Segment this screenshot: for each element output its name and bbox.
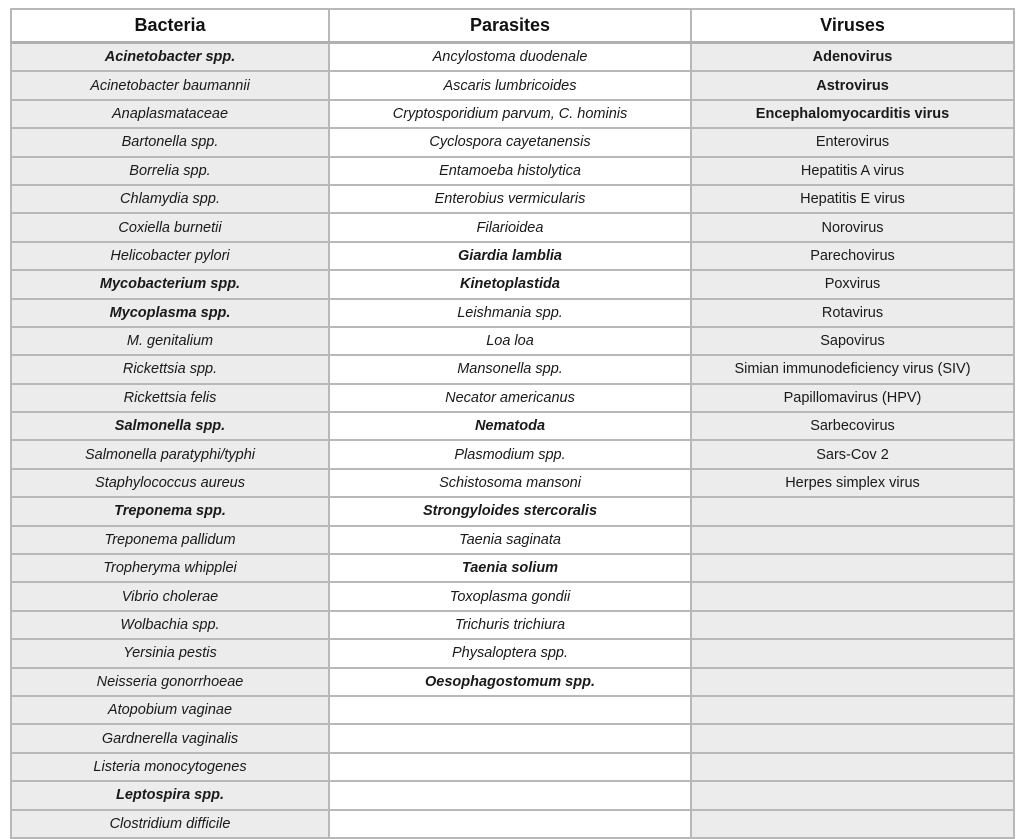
bacteria-cell: Vibrio cholerae xyxy=(11,582,329,610)
bacteria-cell: Borrelia spp. xyxy=(11,157,329,185)
parasite-cell xyxy=(329,781,691,809)
bacteria-cell: Rickettsia spp. xyxy=(11,355,329,383)
virus-cell xyxy=(691,668,1014,696)
parasite-cell: Cyclospora cayetanensis xyxy=(329,128,691,156)
bacteria-cell: Salmonella paratyphi/typhi xyxy=(11,440,329,468)
parasite-cell: Ascaris lumbricoides xyxy=(329,71,691,99)
parasite-cell: Strongyloides stercoralis xyxy=(329,497,691,525)
parasite-cell: Mansonella spp. xyxy=(329,355,691,383)
virus-cell: Poxvirus xyxy=(691,270,1014,298)
table-row xyxy=(11,71,1014,99)
table-header xyxy=(11,9,1014,43)
bacteria-cell: Rickettsia felis xyxy=(11,384,329,412)
bacteria-cell: Listeria monocytogenes xyxy=(11,753,329,781)
table-row xyxy=(11,128,1014,156)
parasite-cell: Leishmania spp. xyxy=(329,299,691,327)
table-row xyxy=(11,213,1014,241)
parasite-cell: Cryptosporidium parvum, C. hominis xyxy=(329,100,691,128)
parasite-cell: Trichuris trichiura xyxy=(329,611,691,639)
virus-cell xyxy=(691,781,1014,809)
table-row xyxy=(11,384,1014,412)
virus-cell xyxy=(691,582,1014,610)
table-row xyxy=(11,412,1014,440)
bacteria-cell: Wolbachia spp. xyxy=(11,611,329,639)
table-row xyxy=(11,355,1014,383)
table-row xyxy=(11,611,1014,639)
table-row xyxy=(11,696,1014,724)
parasite-cell xyxy=(329,810,691,838)
bacteria-cell: Chlamydia spp. xyxy=(11,185,329,213)
virus-cell: Enterovirus xyxy=(691,128,1014,156)
bacteria-cell: Mycobacterium spp. xyxy=(11,270,329,298)
virus-cell: Hepatitis E virus xyxy=(691,185,1014,213)
table-row xyxy=(11,157,1014,185)
parasite-cell: Physaloptera spp. xyxy=(329,639,691,667)
bacteria-cell: Yersinia pestis xyxy=(11,639,329,667)
virus-cell xyxy=(691,724,1014,752)
bacteria-cell: Acinetobacter spp. xyxy=(11,43,329,72)
table-row xyxy=(11,724,1014,752)
table-row xyxy=(11,639,1014,667)
bacteria-cell: Helicobacter pylori xyxy=(11,242,329,270)
parasite-cell: Kinetoplastida xyxy=(329,270,691,298)
header-viruses: Viruses xyxy=(691,9,1014,43)
bacteria-cell: Treponema spp. xyxy=(11,497,329,525)
virus-cell xyxy=(691,810,1014,838)
bacteria-cell: Treponema pallidum xyxy=(11,526,329,554)
virus-cell xyxy=(691,753,1014,781)
parasite-cell: Entamoeba histolytica xyxy=(329,157,691,185)
bacteria-cell: Mycoplasma spp. xyxy=(11,299,329,327)
virus-cell: Rotavirus xyxy=(691,299,1014,327)
bacteria-cell: Coxiella burnetii xyxy=(11,213,329,241)
table-row xyxy=(11,100,1014,128)
parasite-cell: Nematoda xyxy=(329,412,691,440)
bacteria-cell: Clostridium difficile xyxy=(11,810,329,838)
table-row xyxy=(11,781,1014,809)
virus-cell xyxy=(691,611,1014,639)
parasite-cell: Taenia saginata xyxy=(329,526,691,554)
virus-cell: Hepatitis A virus xyxy=(691,157,1014,185)
bacteria-cell: Tropheryma whipplei xyxy=(11,554,329,582)
parasite-cell xyxy=(329,696,691,724)
virus-cell: Simian immunodeficiency virus (SIV) xyxy=(691,355,1014,383)
virus-cell: Sarbecovirus xyxy=(691,412,1014,440)
header-row xyxy=(11,9,1014,43)
virus-cell: Encephalomyocarditis virus xyxy=(691,100,1014,128)
virus-cell: Parechovirus xyxy=(691,242,1014,270)
virus-cell xyxy=(691,497,1014,525)
virus-cell: Herpes simplex virus xyxy=(691,469,1014,497)
table-row xyxy=(11,185,1014,213)
virus-cell xyxy=(691,639,1014,667)
parasite-cell: Oesophagostomum spp. xyxy=(329,668,691,696)
bacteria-cell: Anaplasmataceae xyxy=(11,100,329,128)
bacteria-cell: Leptospira spp. xyxy=(11,781,329,809)
bacteria-cell: Bartonella spp. xyxy=(11,128,329,156)
table-row xyxy=(11,299,1014,327)
bacteria-cell: Salmonella spp. xyxy=(11,412,329,440)
virus-cell: Sapovirus xyxy=(691,327,1014,355)
table-row xyxy=(11,753,1014,781)
bacteria-cell: Gardnerella vaginalis xyxy=(11,724,329,752)
virus-cell: Papillomavirus (HPV) xyxy=(691,384,1014,412)
bacteria-cell: Staphylococcus aureus xyxy=(11,469,329,497)
parasite-cell: Giardia lamblia xyxy=(329,242,691,270)
table-row xyxy=(11,526,1014,554)
table-row xyxy=(11,43,1014,72)
table-row xyxy=(11,469,1014,497)
virus-cell xyxy=(691,526,1014,554)
parasite-cell: Loa loa xyxy=(329,327,691,355)
pathogen-table xyxy=(10,8,1015,839)
bacteria-cell: M. genitalium xyxy=(11,327,329,355)
table-row xyxy=(11,668,1014,696)
table-row xyxy=(11,497,1014,525)
virus-cell: Astrovirus xyxy=(691,71,1014,99)
virus-cell: Adenovirus xyxy=(691,43,1014,72)
bacteria-cell: Acinetobacter baumannii xyxy=(11,71,329,99)
bacteria-cell: Atopobium vaginae xyxy=(11,696,329,724)
virus-cell: Norovirus xyxy=(691,213,1014,241)
parasite-cell: Ancylostoma duodenale xyxy=(329,43,691,72)
virus-cell: Sars-Cov 2 xyxy=(691,440,1014,468)
parasite-cell: Necator americanus xyxy=(329,384,691,412)
parasite-cell: Enterobius vermicularis xyxy=(329,185,691,213)
pathogen-table-container xyxy=(10,8,1015,839)
bacteria-cell: Neisseria gonorrhoeae xyxy=(11,668,329,696)
table-row xyxy=(11,440,1014,468)
parasite-cell: Toxoplasma gondii xyxy=(329,582,691,610)
table-row xyxy=(11,554,1014,582)
header-bacteria: Bacteria xyxy=(11,9,329,43)
parasite-cell: Filarioidea xyxy=(329,213,691,241)
parasite-cell: Taenia solium xyxy=(329,554,691,582)
table-row xyxy=(11,270,1014,298)
table-row xyxy=(11,242,1014,270)
header-parasites: Parasites xyxy=(329,9,691,43)
parasite-cell xyxy=(329,753,691,781)
parasite-cell: Plasmodium spp. xyxy=(329,440,691,468)
table-row xyxy=(11,810,1014,838)
parasite-cell xyxy=(329,724,691,752)
virus-cell xyxy=(691,554,1014,582)
table-body xyxy=(11,43,1014,838)
virus-cell xyxy=(691,696,1014,724)
parasite-cell: Schistosoma mansoni xyxy=(329,469,691,497)
table-row xyxy=(11,327,1014,355)
table-row xyxy=(11,582,1014,610)
